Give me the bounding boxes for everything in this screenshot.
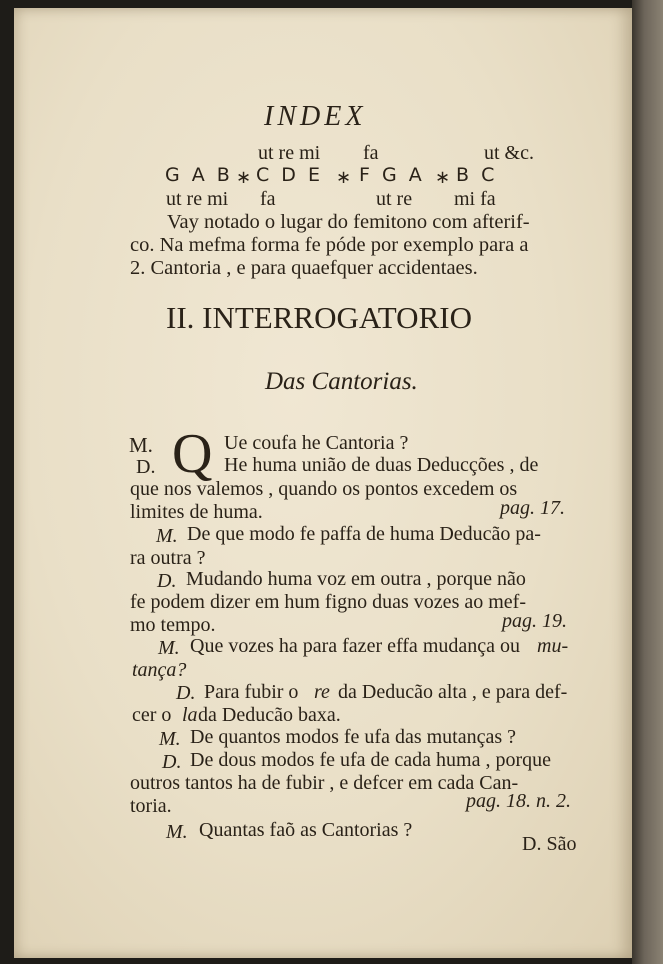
note-letters: G A B: [165, 164, 233, 186]
answer-line: limites de huma.: [130, 501, 263, 523]
speaker-disciple: D.: [136, 456, 156, 478]
next-page-edge: [632, 0, 663, 964]
speaker-master: M.: [129, 433, 153, 457]
speaker-disciple: D.: [162, 751, 182, 773]
answer-line: cer o: [132, 704, 172, 726]
page-reference: pag. 18. n. 2.: [466, 790, 571, 812]
drop-cap: Q: [172, 423, 213, 485]
page-reference: pag. 19.: [502, 610, 567, 632]
answer-line: De dous modos fe ufa de cada huma , porque: [190, 749, 551, 771]
solfege-syllables: fa: [260, 188, 276, 210]
catchword: D. São: [522, 833, 577, 855]
italic-term: tança?: [132, 659, 187, 681]
answer-line: Mudando huma voz em outra , porque não: [186, 568, 526, 590]
solfege-syllables: ut &c.: [484, 142, 534, 164]
page-reference: pag. 17.: [500, 497, 565, 519]
answer-line: da Deducão baxa.: [198, 704, 341, 726]
note-letters: B C: [456, 164, 498, 186]
answer-line: fe podem dizer em hum figno duas vozes ao mef-: [130, 591, 526, 613]
asterisk-mark: ∗: [435, 167, 451, 187]
answer-line: outros tantos ha de fubir , e defcer em cada Can-: [130, 772, 519, 794]
text-line: Vay notado o lugar do femitono com afterif-: [167, 211, 530, 233]
speaker-master: M.: [158, 637, 180, 659]
solfege-syllables: fa: [363, 142, 379, 164]
question-line: Que vozes ha para fazer effa mudança ou: [190, 635, 520, 657]
note-letters: C D E: [256, 164, 323, 186]
note-letters: F G A: [359, 164, 425, 186]
answer-line: toria.: [130, 795, 172, 817]
answer-line: He huma união de duas Deducções , de: [224, 454, 539, 476]
solfege-syllables: ut re mi: [166, 188, 229, 210]
question-line: De que modo fe paffa de huma Deducão pa-: [187, 523, 541, 545]
book-page: [14, 8, 632, 958]
question-line: Quantas faõ as Cantorias ?: [199, 819, 413, 841]
section-heading: II. INTERROGATORIO: [166, 300, 472, 335]
answer-line: que nos valemos , quando os pontos excedem os: [130, 478, 518, 500]
asterisk-mark: ∗: [336, 167, 352, 187]
text-line: co. Na mefma forma fe póde por exemplo para a: [130, 234, 529, 256]
section-subtitle: Das Cantorias.: [265, 368, 418, 395]
solfege-syllables: mi fa: [454, 188, 496, 210]
answer-line: Para fubir o: [204, 681, 299, 703]
asterisk-mark: ∗: [236, 167, 252, 187]
text-line: 2. Cantoria , e para quaefquer accidentaes.: [130, 257, 478, 279]
italic-term: mu-: [537, 635, 569, 657]
question-line: De quantos modos fe ufa das mutanças ?: [190, 726, 517, 748]
speaker-disciple: D.: [176, 682, 196, 704]
answer-line: da Deducão alta , e para def-: [338, 681, 568, 703]
speaker-master: M.: [166, 821, 188, 843]
answer-line: mo tempo.: [130, 614, 216, 636]
question-line: ra outra ?: [130, 547, 206, 569]
italic-term: re: [314, 681, 330, 703]
italic-term: la: [182, 704, 198, 726]
speaker-master: M.: [156, 525, 178, 547]
question-text: Ue coufa he Cantoria ?: [224, 432, 409, 454]
speaker-disciple: D.: [157, 570, 177, 592]
page-title: INDEX: [264, 101, 367, 132]
speaker-master: M.: [159, 728, 181, 750]
solfege-syllables: ut re: [376, 188, 413, 210]
solfege-syllables: ut re mi: [258, 142, 321, 164]
